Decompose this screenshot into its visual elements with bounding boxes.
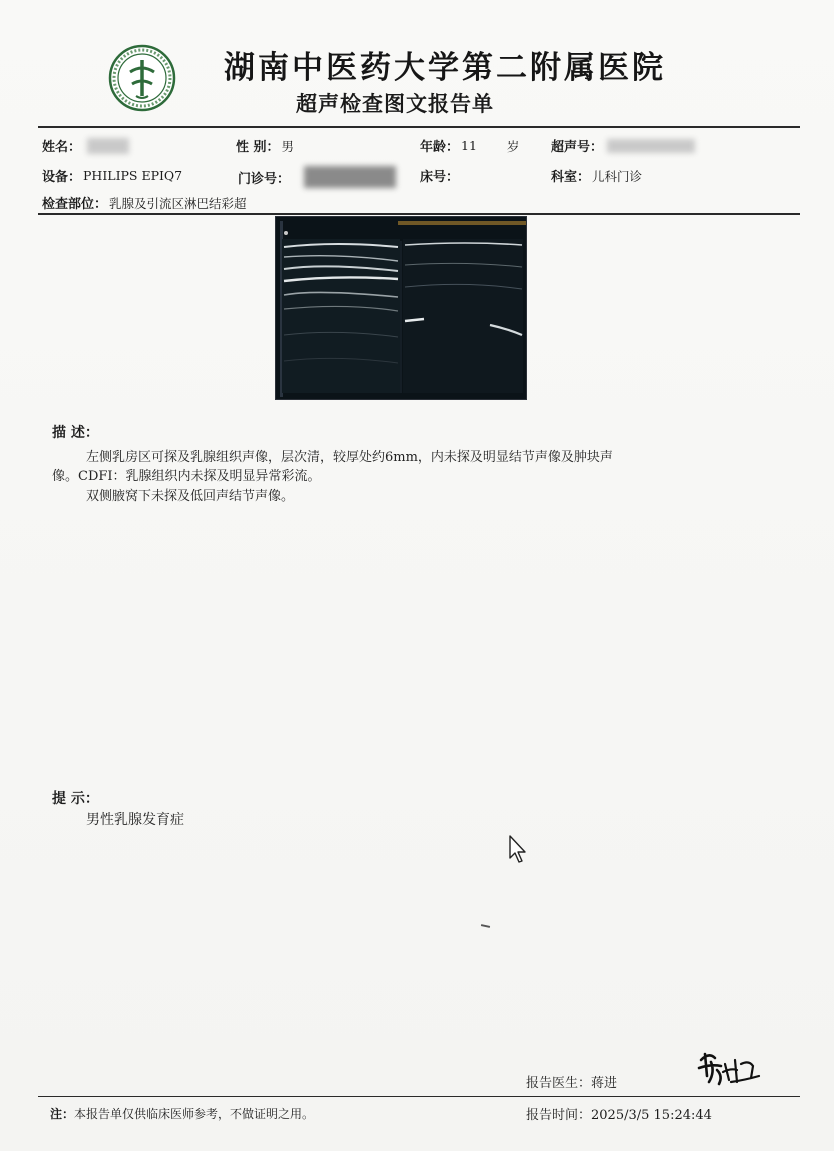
ultrasound-no-field	[551, 136, 697, 155]
report-time-field	[526, 1104, 712, 1123]
footer-note	[50, 1105, 314, 1122]
doctor-field	[526, 1072, 617, 1091]
department-field	[551, 166, 642, 185]
exam-site-value: 乳腺及引流区淋巴结彩超	[109, 195, 247, 211]
age-unit: 岁	[506, 138, 520, 154]
description-line-3: 双侧腋窝下未探及低回声结节声像。	[86, 489, 295, 504]
description-line-2: 像。CDFI：乳腺组织内未探及明显异常彩流。	[52, 469, 321, 484]
ultrasound-scan-graphic	[276, 217, 527, 400]
bed-label: 床号：	[420, 170, 460, 185]
footer-note-label: 注：	[50, 1107, 75, 1121]
exam-site-label: 检查部位：	[42, 197, 108, 212]
ultrasound-no-label: 超声号：	[551, 140, 604, 155]
scan-speck	[481, 924, 490, 928]
name-label: 姓名：	[42, 140, 82, 155]
mouse-cursor-icon	[507, 834, 529, 864]
footer-divider	[38, 1096, 800, 1097]
description-line-1: 左侧乳房区可探及乳腺组织声像，层次清，较厚处约6mm，内未探及明显结节声像及肿块声	[86, 450, 613, 465]
description-title: 描 述：	[52, 425, 99, 441]
age-value: 11	[461, 138, 477, 153]
department-value: 儿科门诊	[592, 168, 643, 184]
name-field	[42, 136, 131, 155]
ultrasound-no-redacted	[607, 139, 695, 153]
device-label: 设备：	[42, 170, 82, 185]
department-label: 科室：	[551, 170, 591, 185]
doctor-signature	[695, 1046, 765, 1088]
conclusion-title: 提 示：	[52, 791, 99, 807]
doctor-name: 蒋进	[591, 1076, 618, 1091]
ultrasound-image	[275, 216, 527, 400]
header-divider	[38, 126, 800, 128]
age-label: 年龄：	[420, 140, 460, 155]
report-time-value: 2025/3/5 15:24:44	[591, 1108, 712, 1123]
bed-field	[420, 166, 461, 185]
conclusion-text: 男性乳腺发育症	[86, 812, 184, 828]
device-value: PHILIPS EPIQ7	[83, 168, 183, 183]
device-field	[42, 166, 182, 185]
report-title: 超声检查图文报告单	[296, 92, 494, 116]
info-divider	[38, 213, 800, 215]
gender-label: 性 别：	[236, 140, 280, 155]
hospital-logo-icon	[108, 44, 176, 112]
gender-field	[236, 136, 294, 155]
hospital-name: 湖南中医药大学第二附属医院	[224, 50, 666, 86]
report-time-label: 报告时间：	[526, 1108, 592, 1123]
clinic-no-label: 门诊号：	[238, 171, 291, 187]
age-field	[420, 136, 519, 155]
doctor-label: 报告医生：	[526, 1076, 592, 1091]
clinic-no-field	[238, 166, 398, 188]
footer-note-text: 本报告单仅供临床医师参考，不做证明之用。	[74, 1107, 315, 1121]
exam-site-field	[42, 193, 247, 212]
clinic-no-redacted	[304, 166, 396, 188]
name-redacted	[87, 138, 129, 154]
gender-value: 男	[281, 138, 295, 154]
